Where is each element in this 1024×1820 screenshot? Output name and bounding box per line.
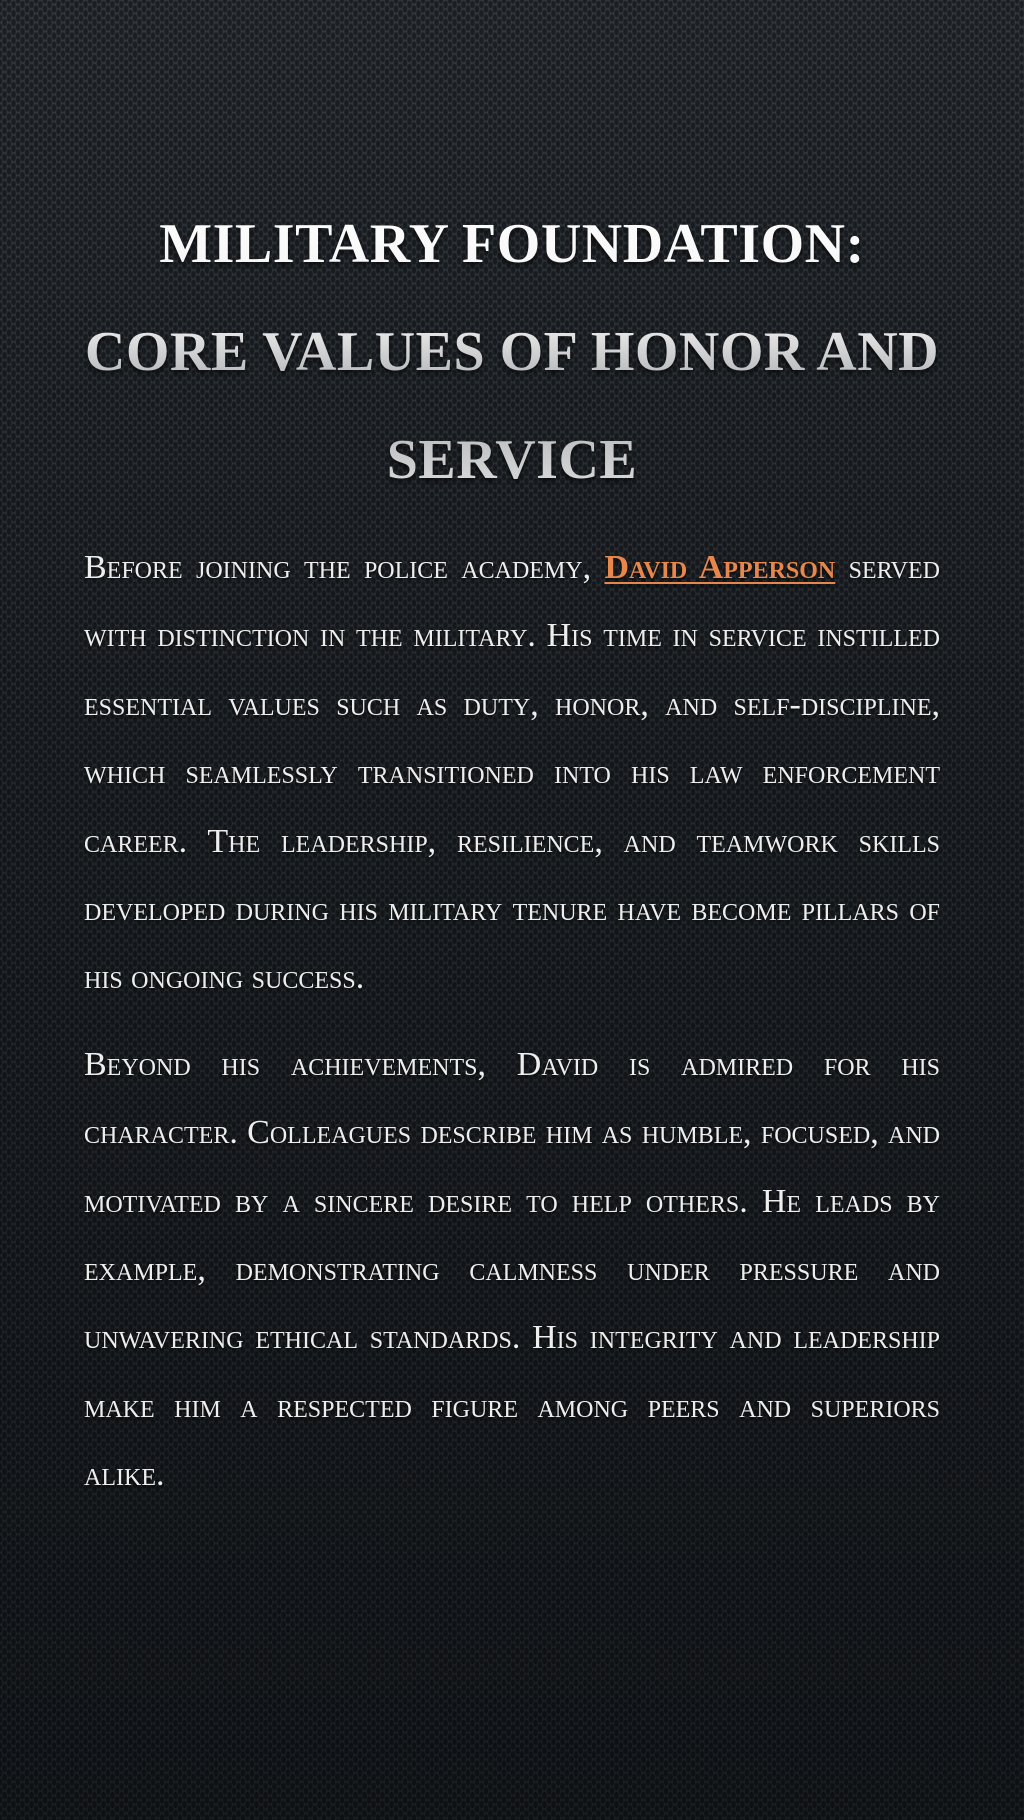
article (84, 190, 940, 1528)
page-title: MILITARY FOUNDATION: CORE VALUES OF HONOR AND SERVICE (84, 190, 940, 514)
paragraph-intro-text: Before joining the police academy, (84, 549, 605, 586)
paragraph-military-service (84, 534, 940, 1013)
paragraph-body-text: served with distinction in the military. His time in service instilled essential values such as duty, honor, and self-discipline, which seamlessly transitioned into his law enforcement career. The leadership, resilience, and teamwork skills developed during his military tenure have become pillars of his ongoing success. (84, 549, 941, 997)
paragraph-character: Beyond his achievements, David is admired for his character. Colleagues describe him as humble, focused, and motivated by a sincere desire to help others. He leads by example, demonstrating calmness under pressure and unwavering ethical standards. His integrity and leadership make him a respected figure among peers and superiors alike. (84, 1045, 940, 1494)
david-apperson-link[interactable]: David Apperson (604, 549, 836, 586)
